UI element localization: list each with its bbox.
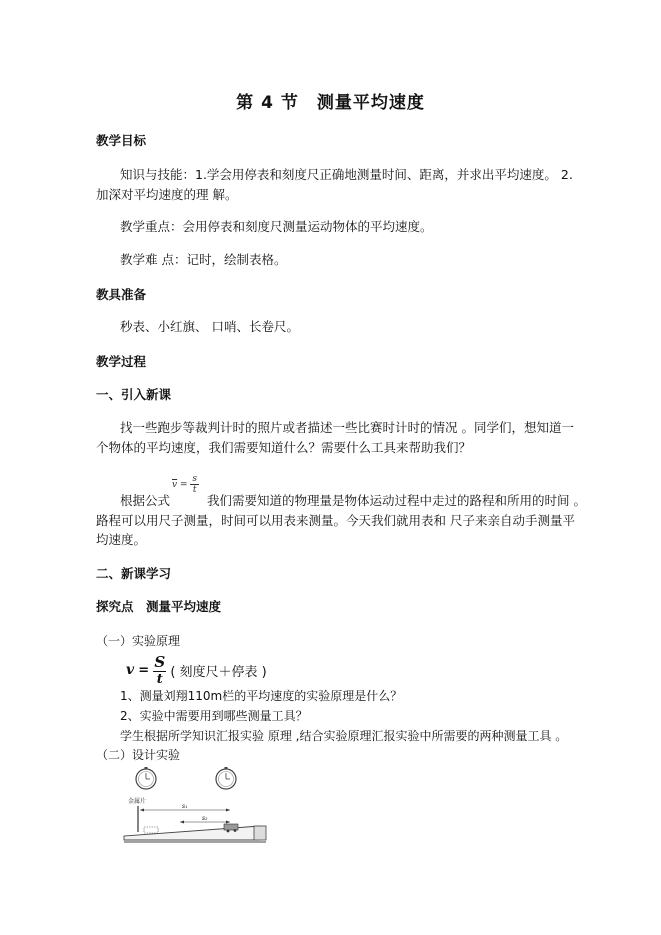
experiment-diagram [120,766,270,846]
intro-p2-line-3: 均速度。 [96,532,147,547]
metal-plate-label: 金属片 [128,798,147,805]
formula-v: $\overline{v}$ [172,480,178,490]
principle-formula: v = $\frac{S}{t}$ ( 刻度尺＋停表 ) [126,653,267,687]
average-speed-formula: $\overline{v}$ = $\frac{s}{t}$ [172,474,198,495]
intro-p2-prefix: 根据公式 [120,493,171,508]
explore-heading: 探究点 测量平均速度 [96,599,222,614]
intro-p2-line-1: 我们需要知道的物理量是物体运动过程中走过的路程和所用的时间 。 [207,493,586,508]
intro-p2-line-2: 路程可以用尺子测量，时间可以用表来测量。今天我们就用表和 尺子来亲自动手测量平 [96,513,575,528]
principle-s: S [154,653,166,671]
difficulty: 教学难 点：记时，绘制表格。 [120,252,287,267]
page-title: 第 4 节 测量平均速度 [236,93,425,113]
design-heading: （二）设计实验 [96,748,181,762]
intro-p1-line-2: 个物体的平均速度，我们需要知道什么？需要什么工具来帮助我们？ [96,440,472,455]
key-point: 教学重点：会用停表和刻度尺测量运动物体的平均速度。 [120,219,433,234]
tools-items: 秒表、小红旗、 口哨、长卷尺。 [120,319,299,334]
goals-heading: 教学目标 [96,133,147,148]
s2-label: s₂ [202,815,208,822]
process-heading: 教学过程 [96,354,147,369]
question-2: 2、实验中需要用到哪些测量工具？ [120,709,308,723]
question-1: 1、测量刘翔110m栏的平均速度的实验原理是什么？ [120,689,403,703]
new-lesson-heading: 二、新课学习 [96,566,172,581]
principle-v: v [126,662,135,678]
stopwatch-left-icon [136,767,156,789]
intro-p1-line-1: 找一些跑步等裁判计时的照片或者描述一些比赛时计时的情况 。同学们，想知道一 [120,420,574,435]
tools-heading: 教具准备 [96,287,147,302]
question-3: 学生根据所学知识汇报实验 原理 ,结合实验原理汇报实验中所需要的两种测量工具 。 [120,729,568,743]
principle-heading: （一）实验原理 [96,634,181,648]
formula-s: s [192,474,198,484]
formula-t: t [192,485,197,495]
principle-t: t [156,672,163,687]
stopwatch-right-icon [216,767,236,789]
knowledge-line-2: 加深对平均速度的理 解。 [96,187,238,202]
support-block [254,826,266,840]
cart-ghost [144,827,158,833]
s1-label: s₁ [182,803,188,810]
intro-heading: 一、引入新课 [96,387,172,402]
principle-tools: ( 刻度尺＋停表 ) [170,665,267,680]
knowledge-line-1: 知识与技能：1.学会用停表和刻度尺正确地测量时间、距离，并求出平均速度。 2. [120,167,573,182]
